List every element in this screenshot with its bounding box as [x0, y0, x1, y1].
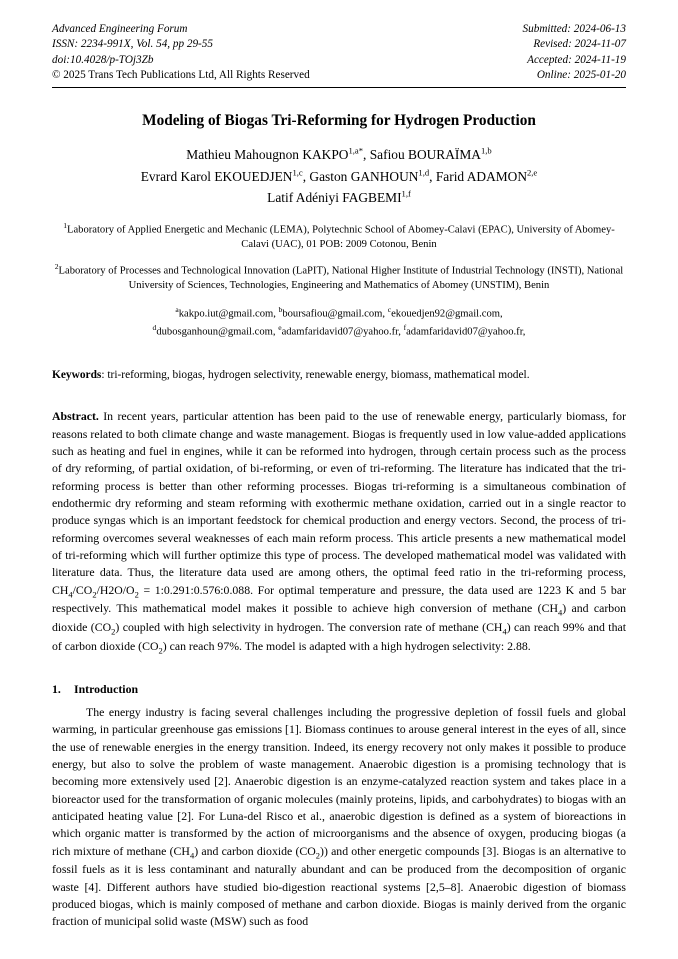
section-number: 1.	[52, 681, 61, 696]
author-line-2: Evrard Karol EKOUEDJEN$^{1,c}$, Gaston GANHOUN$^{1,d}$, Farid ADAMON$^{2,e}$	[140, 167, 538, 184]
author-name: Latif Adéniyi FAGBEMI	[267, 190, 402, 206]
journal-copyright: © 2025 Trans Tech Publications Ltd, All Rights Reserved	[52, 69, 310, 82]
author-name: Evrard Karol EKOUEDJEN	[140, 168, 293, 184]
keywords-block	[52, 367, 626, 384]
date-revised: Revised: 2024-11-07	[533, 38, 626, 51]
journal-doi: doi:10.4028/p-TOj3Zb	[52, 53, 154, 66]
section-title: Introduction	[74, 681, 139, 696]
page-title: Modeling of Biogas Tri-Reforming for Hydrogen Production	[142, 111, 536, 129]
author-name: Mathieu Mahougnon KAKPO	[186, 146, 349, 162]
journal-header-right	[523, 22, 626, 84]
affiliation-1: $^1$Laboratory of Applied Energetic and Mechanic (LEMA), Polytechnic School of Abomey-Calavi (EPAC), University of Abomey-Calavi (UAC), 01 POB: 2009 Cotonou, Benin	[63, 220, 615, 251]
journal-header-left	[52, 22, 310, 84]
email-address: boursafiou@gmail.com,	[282, 308, 386, 320]
keywords-label: Keywords	[52, 368, 102, 381]
affiliation-2: $^2$Laboratory of Processes and Technological Innovation (LaPIT), National Higher Institute of Industrial Technology (INSTI), National University of Sciences, Technologies, Engineering and Mathematics of Abomey (UNSTIM), Benin	[54, 261, 624, 291]
header-divider	[52, 87, 626, 88]
affiliation-text: Laboratory of Applied Energetic and Mechanic (LEMA), Polytechnic School of Abomey-Calavi (EPAC), University of Abomey-Calavi (UAC), 01 POB: 2009 Cotonou, Benin	[66, 224, 615, 251]
introduction-paragraph: The energy industry is facing several challenges including the progressive depletion of fossil fuels and global warming, in particular greenhouse gas emissions [1]. Biomass continues to arouse general interest in the eyes of all, since the use of renewable energies in the energy transition. Indeed, its energy recovery not only makes it possible to produce energy, but also to solve the problem of waste management. Anaerobic digestion is a promising technology that is becoming more extensively used [2]. Anaerobic digestion is an enzyme-catalyzed reaction system and takes place in a bioreactor used for the transformation of organic molecules (mainly proteins, lipids, and carbohydrates) to biogas with an anticipated heating value [2]. For Luna-del Risco et al., anaerobic digestion is defined as a system of bioreactions in which organic matter is transformed by the action of microorganisms and the absence of oxygen, producing biogas (a rich mixture of methane $(CH_4)$ and carbon dioxide $(CO_2)$) and other energetic compounds [3]. Biogas is an alternative to fossil fuels as it is less contaminant and naturally abundant and can be produced from the decomposition of organic waste [4]. Different authors have studied bio-digestion reactional systems [2,5–8]. Anaerobic digestion of biomass produced biogas, which is mainly composed of methane and carbon dioxide. Biogas is mainly derived from the organic fraction of municipal solid waste (MSW) such as food	[52, 704, 626, 929]
email-address: ekouedjen92@gmail.com,	[391, 308, 503, 320]
date-submitted: Submitted: 2024-06-13	[522, 23, 626, 35]
keywords-text: : tri-reforming, biogas, hydrogen selectivity, renewable energy, biomass, mathematical model.	[101, 368, 530, 381]
date-online: Online: 2025-01-20	[536, 69, 626, 82]
journal-header	[52, 22, 626, 84]
abstract-text: In recent years, particular attention has been paid to the use of renewable energy, particularly biomass, for reasons related to both climate change and waste management. Biogas is frequently used in low value-added applications such as heating and fuel in engines, while it can be reformed into hydrogen, through certain process such as the process of dry reforming, of partial oxidation, of bi-reforming, or even of tri-reforming. The literature has indicated that the tri-reforming process is better than other reforming processes. Biogas tri-reforming is a simultaneous combination of endothermic dry reforming and steam reforming with exothermic methane oxidation, carried out in a single reactor to produce syngas which is an important feedstock for chemical production and energy vectors. Second, the process of tri-reforming overcomes several weaknesses of each main reform process. This article presents a new mathematical model of tri-reforming which will further optimize this type of process. The developed mathematical model was validated with literature data. Thus, the literature data used are among others, the optimal feed ratio in the tri-reforming process, $CH_4/CO_2/H2O/O_2$ = 1:0.291:0.576:0.088. For optimal temperature and pressure, the data used are 1223 K and 5 bar respectively. This mathematical model makes it possible to achieve high conversion of methane $(CH_4)$ and carbon dioxide $(CO_2)$ coupled with high selectivity in hydrogen. The conversion rate of methane $(CH_4)$ can reach 99% and that of carbon dioxide $(CO_2)$ can reach 97%. The model is adapted with a high hydrogen selectivity: 2.88.	[52, 409, 627, 656]
journal-issn: ISSN: 2234-991X, Vol. 54, pp 29-55	[52, 38, 213, 51]
email-address: adamfaridavid07@yahoo.fr,	[281, 326, 401, 338]
email-address: adamfaridavid07@yahoo.fr,	[406, 326, 526, 338]
author-line-1: Mathieu Mahougnon $KAKPO^{1,a*}$, Safiou BOURAÏMA$^{1,b}$	[186, 145, 492, 162]
email-address: dubosganhoun@gmail.com,	[156, 326, 276, 338]
affiliation-text: Laboratory of Processes and Technological Innovation (LaPIT), National Higher Institute of Industrial Technology (INSTI), National University of Sciences, Technologies, Engineering and Mathematics of Abomey (UNSTIM), Benin	[58, 265, 624, 291]
date-accepted: Accepted: 2024-11-19	[527, 53, 626, 66]
section-heading-introduction	[52, 682, 626, 697]
journal-name: Advanced Engineering Forum	[52, 23, 188, 35]
author-line-3: Latif Adéniyi FAGBEMI$^{1,f}$	[267, 188, 411, 206]
abstract-block	[52, 408, 626, 657]
author-emails	[52, 305, 626, 339]
abstract-label: Abstract.	[52, 409, 99, 424]
email-line-1: $^a$kakpo.iut@gmail.com, $^b$boursafiou@gmail.com, $^c$ekouedjen92@gmail.com,	[175, 305, 503, 320]
author-list	[52, 144, 626, 209]
email-address: kakpo.iut@gmail.com,	[178, 308, 276, 320]
email-line-2: $^d$dubosganhoun@gmail.com, $^e$adamfaridavid07@yahoo.fr, $^f$adamfaridavid07@yahoo.fr,	[152, 322, 526, 338]
